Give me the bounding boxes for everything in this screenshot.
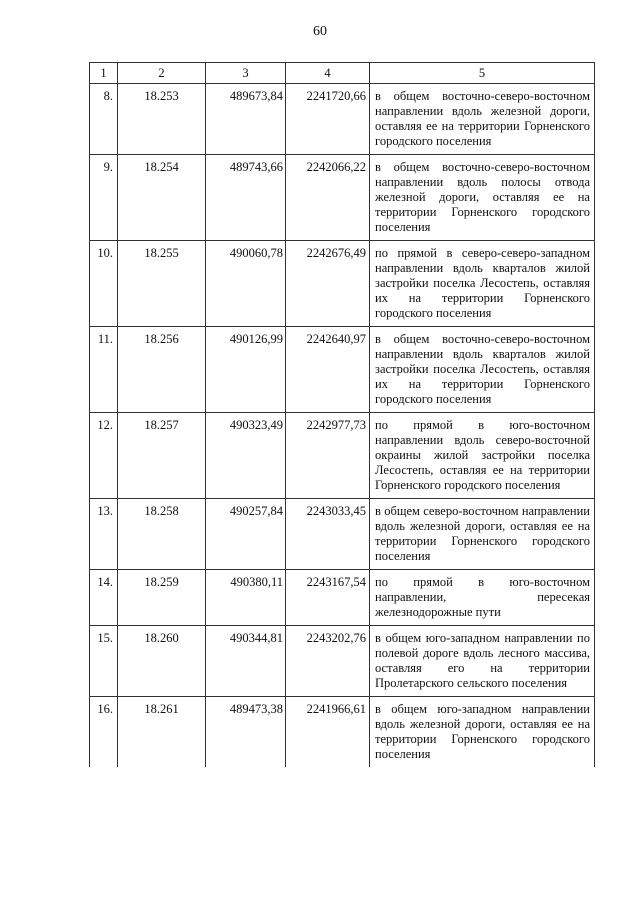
point-id: 18.261 bbox=[118, 697, 206, 768]
coord-y: 2243167,54 bbox=[286, 570, 370, 626]
table-row bbox=[90, 697, 595, 768]
coord-x: 490344,81 bbox=[206, 626, 286, 697]
coord-x: 489473,38 bbox=[206, 697, 286, 768]
row-number: 10. bbox=[90, 241, 118, 327]
boundary-description: в общем юго-западном направлении вдоль железной дороги, оставляя ее на территории Горненского городского поселения bbox=[370, 697, 595, 768]
row-number: 15. bbox=[90, 626, 118, 697]
coord-y: 2242066,22 bbox=[286, 155, 370, 241]
coord-x: 489673,84 bbox=[206, 84, 286, 155]
table-row bbox=[90, 413, 595, 499]
table-row bbox=[90, 499, 595, 570]
table-row bbox=[90, 327, 595, 413]
page-number: 60 bbox=[313, 24, 327, 39]
col-header-1: 1 bbox=[90, 63, 118, 84]
coord-x: 490060,78 bbox=[206, 241, 286, 327]
row-number: 11. bbox=[90, 327, 118, 413]
boundary-description: по прямой в юго-восточном направлении, пересекая железнодорожные пути bbox=[370, 570, 595, 626]
coord-y: 2243033,45 bbox=[286, 499, 370, 570]
coord-x: 490126,99 bbox=[206, 327, 286, 413]
coord-x: 490380,11 bbox=[206, 570, 286, 626]
boundary-description: в общем восточно-северо-восточном направлении вдоль железной дороги, оставляя ее на территории Горненского городского поселения bbox=[370, 84, 595, 155]
col-header-3: 3 bbox=[206, 63, 286, 84]
table-row bbox=[90, 570, 595, 626]
boundary-description: по прямой в северо-северо-западном направлении вдоль кварталов жилой застройки поселка Лесостепь, оставляя их на территории Горненского городского поселения bbox=[370, 241, 595, 327]
header-row bbox=[90, 63, 595, 84]
row-number: 13. bbox=[90, 499, 118, 570]
coord-y: 2242676,49 bbox=[286, 241, 370, 327]
boundary-description: в общем восточно-северо-восточном направлении вдоль кварталов жилой застройки поселка Лесостепь, оставляя их на территории Горненского городского поселения bbox=[370, 327, 595, 413]
col-header-2: 2 bbox=[118, 63, 206, 84]
coord-y: 2242640,97 bbox=[286, 327, 370, 413]
point-id: 18.259 bbox=[118, 570, 206, 626]
table-row bbox=[90, 241, 595, 327]
boundary-table bbox=[89, 62, 595, 767]
col-header-4: 4 bbox=[286, 63, 370, 84]
coord-x: 490257,84 bbox=[206, 499, 286, 570]
table-row bbox=[90, 155, 595, 241]
coord-y: 2243202,76 bbox=[286, 626, 370, 697]
coord-y: 2241966,61 bbox=[286, 697, 370, 768]
row-number: 12. bbox=[90, 413, 118, 499]
point-id: 18.253 bbox=[118, 84, 206, 155]
boundary-description: в общем северо-восточном направлении вдоль железной дороги, оставляя ее на территории Горненского городского поселения bbox=[370, 499, 595, 570]
row-number: 9. bbox=[90, 155, 118, 241]
row-number: 8. bbox=[90, 84, 118, 155]
point-id: 18.257 bbox=[118, 413, 206, 499]
point-id: 18.260 bbox=[118, 626, 206, 697]
coord-y: 2242977,73 bbox=[286, 413, 370, 499]
row-number: 16. bbox=[90, 697, 118, 768]
coord-x: 489743,66 bbox=[206, 155, 286, 241]
boundary-description: в общем восточно-северо-восточном направлении вдоль полосы отвода железной дороги, оставляя ее на территории Горненского городского поселения bbox=[370, 155, 595, 241]
col-header-5: 5 bbox=[370, 63, 595, 84]
coord-y: 2241720,66 bbox=[286, 84, 370, 155]
boundary-description: в общем юго-западном направлении по полевой дороге вдоль лесного массива, оставляя его на территории Пролетарского сельского поселения bbox=[370, 626, 595, 697]
row-number: 14. bbox=[90, 570, 118, 626]
table-row bbox=[90, 626, 595, 697]
point-id: 18.258 bbox=[118, 499, 206, 570]
table-row bbox=[90, 84, 595, 155]
point-id: 18.255 bbox=[118, 241, 206, 327]
point-id: 18.254 bbox=[118, 155, 206, 241]
boundary-description: по прямой в юго-восточном направлении вдоль северо-восточной окраины жилой застройки поселка Лесостепь, оставляя ее на территории Горненского городского поселения bbox=[370, 413, 595, 499]
point-id: 18.256 bbox=[118, 327, 206, 413]
coord-x: 490323,49 bbox=[206, 413, 286, 499]
